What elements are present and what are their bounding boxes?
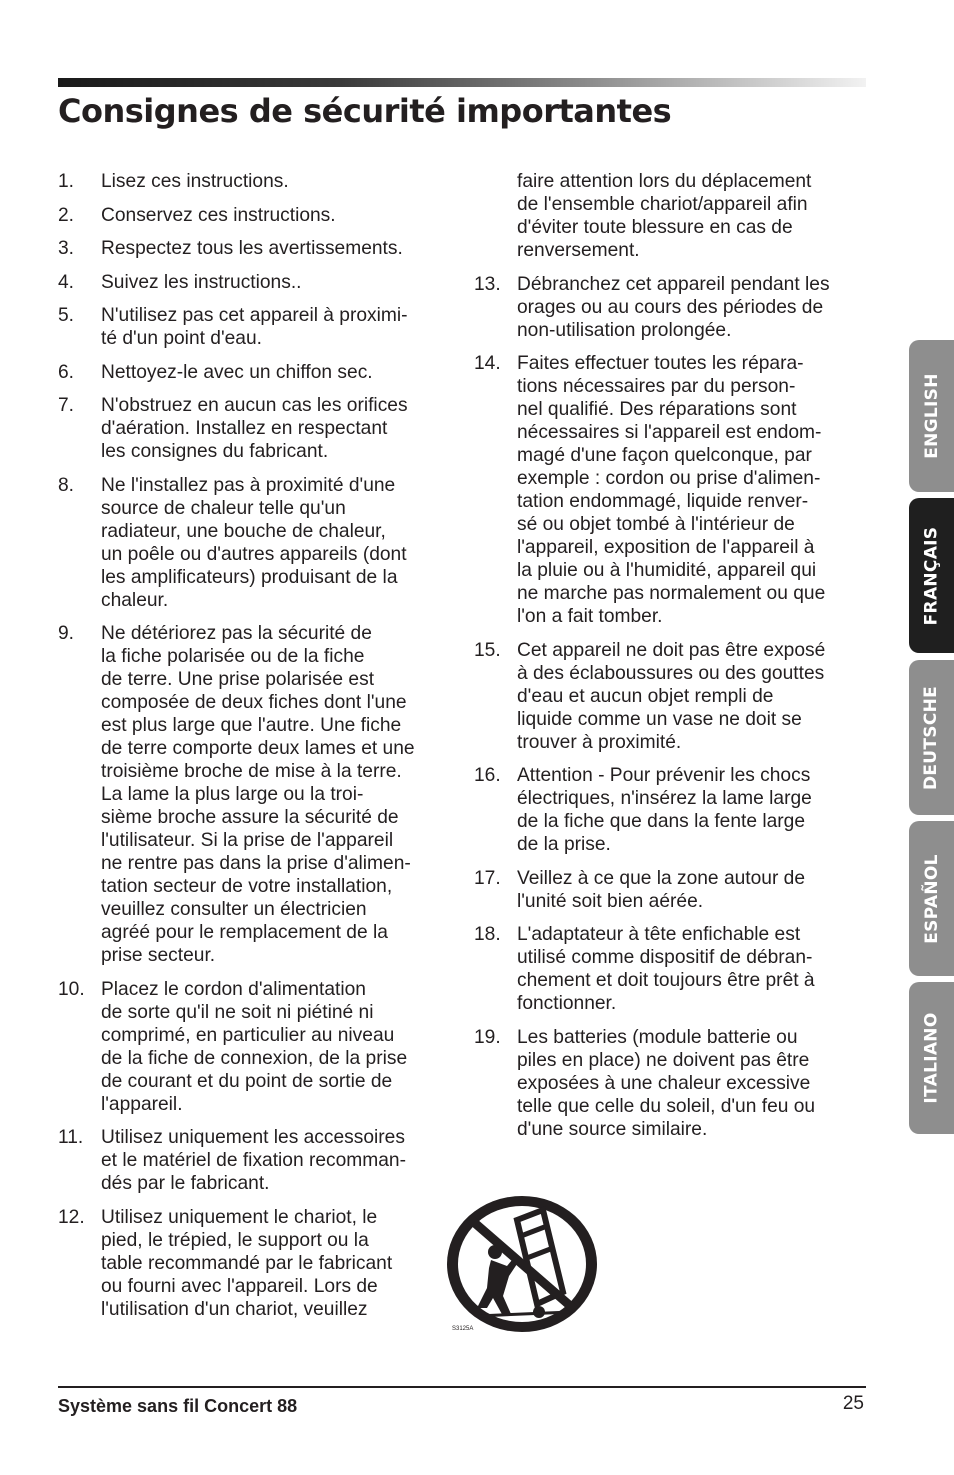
tab-italiano[interactable] (909, 982, 954, 1134)
tab-english[interactable] (909, 340, 954, 492)
list-item (474, 764, 874, 856)
item-number: 9. (58, 623, 75, 644)
item-text: Conservez ces instructions. (101, 204, 336, 226)
item-number: 13. (474, 273, 501, 295)
list-item (58, 394, 458, 463)
header-gradient-bar (58, 78, 866, 87)
list-item (474, 867, 874, 913)
item-text: Lisez ces instructions. (101, 171, 289, 192)
item-text: N'utilisez pas cet appareil à proximi- té d'un point d'eau. (101, 305, 408, 349)
list-item (474, 352, 874, 628)
list-item (58, 271, 458, 294)
item-text: Faites effectuer toutes les répara- tions nécessaires par du person- nel qualifié. Des réparations sont nécessaires si l'appareil est endom- magé d'une façon quelconque, par exemple : cordon ou prise d'alimen- tation endommagé, liquide renver- sé ou objet tombé à l'intérieur de l'appareil, exposition de l'appareil à la pluie ou à l'humidité, appareil qui ne marche pas normalement ou que l'on a fait tomber. (517, 353, 826, 627)
item-number: 11. (58, 1127, 84, 1148)
list-item (474, 1026, 874, 1141)
list-item (58, 978, 458, 1116)
item-text: Cet appareil ne doit pas être exposé à des éclaboussures ou des gouttes d'eau et aucun objet rempli de liquide comme un vase ne doit se trouver à proximité. (517, 639, 826, 753)
item-number: 7. (58, 395, 75, 416)
item-text: Veillez à ce que la zone autour de l'unité soit bien aérée. (517, 867, 806, 912)
item-number: 19. (474, 1026, 501, 1048)
symbol-code: S3125A (452, 1326, 474, 1332)
list-item (474, 639, 874, 754)
list-item (58, 304, 458, 350)
list-item (474, 923, 874, 1015)
list-item (58, 204, 458, 227)
item-number: 12. (58, 1206, 85, 1228)
list-item (58, 1126, 458, 1195)
footer-title: Système sans fil Concert 88 (58, 1396, 298, 1416)
item-text: L'adaptateur à tête enfichable est utilisé comme dispositif de débran- chement et doit toujours être prêt à fonctionner. (517, 924, 815, 1014)
tab-deutsche[interactable] (909, 660, 954, 815)
list-item (58, 474, 458, 612)
cart-tip-over-warning-icon (447, 1196, 599, 1336)
item-number: 16. (474, 765, 501, 786)
tab-label: ESPAÑOL (921, 853, 942, 944)
list-item (474, 273, 874, 342)
tab-espanol[interactable] (909, 821, 954, 976)
tab-label: ENGLISH (921, 373, 942, 459)
tab-label: FRANÇAIS (921, 526, 942, 625)
item-number: 14. (474, 353, 501, 374)
item-number: 1. (58, 171, 75, 192)
page-number: 25 (842, 1393, 864, 1414)
item-number: 4. (58, 271, 75, 293)
page-title: Consignes de sécurité importantes (58, 92, 672, 130)
item-text: Nettoyez-le avec un chiffon sec. (101, 361, 373, 383)
item-text: Utilisez uniquement les accessoires et le matériel de fixation recomman- dés par le fabricant. (101, 1127, 406, 1194)
list-item (58, 361, 458, 384)
item-number: 18. (474, 924, 501, 945)
item-text: Attention - Pour prévenir les chocs électriques, n'insérez la lame large de la fiche que dans la fente large de la prise. (517, 765, 812, 855)
list-item (58, 237, 458, 260)
item-number: 5. (58, 305, 75, 326)
item-number: 17. (474, 867, 501, 889)
list-item (58, 170, 458, 193)
item-text: Placez le cordon d'alimentation de sorte qu'il ne soit ni piétiné ni comprimé, en particulier au niveau de la fiche de connexion, de la prise de courant et du point de sortie de l'appareil. (101, 978, 408, 1115)
tab-label: ITALIANO (921, 1012, 942, 1104)
footer-rule (58, 1386, 866, 1388)
item-text: Les batteries (module batterie ou piles en place) ne doivent pas être exposées à une chaleur excessive telle que celle du soleil, d'un feu ou d'une source similaire. (517, 1026, 816, 1140)
item-number: 8. (58, 474, 75, 496)
item-number: 2. (58, 204, 75, 226)
item-number: 10. (58, 978, 85, 1000)
item-text: Suivez les instructions.. (101, 271, 302, 293)
instructions-column-left (58, 170, 458, 1331)
item-number: 6. (58, 361, 75, 383)
item-number: 15. (474, 639, 501, 661)
list-item (58, 622, 458, 967)
item-number: 3. (58, 238, 75, 259)
item-text: N'obstruez en aucun cas les orifices d'aération. Installez en respectant les consignes du fabricant. (101, 395, 408, 462)
item-text: Débranchez cet appareil pendant les orages ou au cours des périodes de non-utilisation prolongée. (517, 273, 830, 341)
tab-francais[interactable] (909, 498, 954, 653)
item-text: Utilisez uniquement le chariot, le pied, le trépied, le support ou la table recommandé par le fabricant ou fourni avec l'appareil. Lors de l'utilisation d'un chariot, veuillez (101, 1206, 393, 1320)
item-continuation: faire attention lors du déplacement de l'ensemble chariot/appareil afin d'éviter toute blessure en cas de renversement. (517, 171, 812, 261)
list-item (58, 1206, 458, 1321)
item-text: Ne détériorez pas la sécurité de la fiche polarisée ou de la fiche de terre. Une prise polarisée est composée de deux fiches dont l'une est plus large que l'autre. Une fiche de terre comporte deux lames et une troisième broche de mise à la terre. La lame la plus large ou la troi- sième broche assure la sécurité de l'utilisateur. Si la prise de l'appareil ne rentre pas dans la prise d'alimen- tation secteur de votre installation, veuillez consulter un électricien agréé pour le remplacement de la prise secteur. (101, 623, 415, 966)
item-text: Respectez tous les avertissements. (101, 238, 403, 259)
tab-label: DEUTSCHE (921, 685, 942, 790)
instructions-column-right (474, 170, 874, 1151)
item-text: Ne l'installez pas à proximité d'une source de chaleur telle qu'un radiateur, une bouche de chaleur, un poêle ou d'autres appareils (dont les amplificateurs) produisant de la chaleur. (101, 474, 407, 611)
